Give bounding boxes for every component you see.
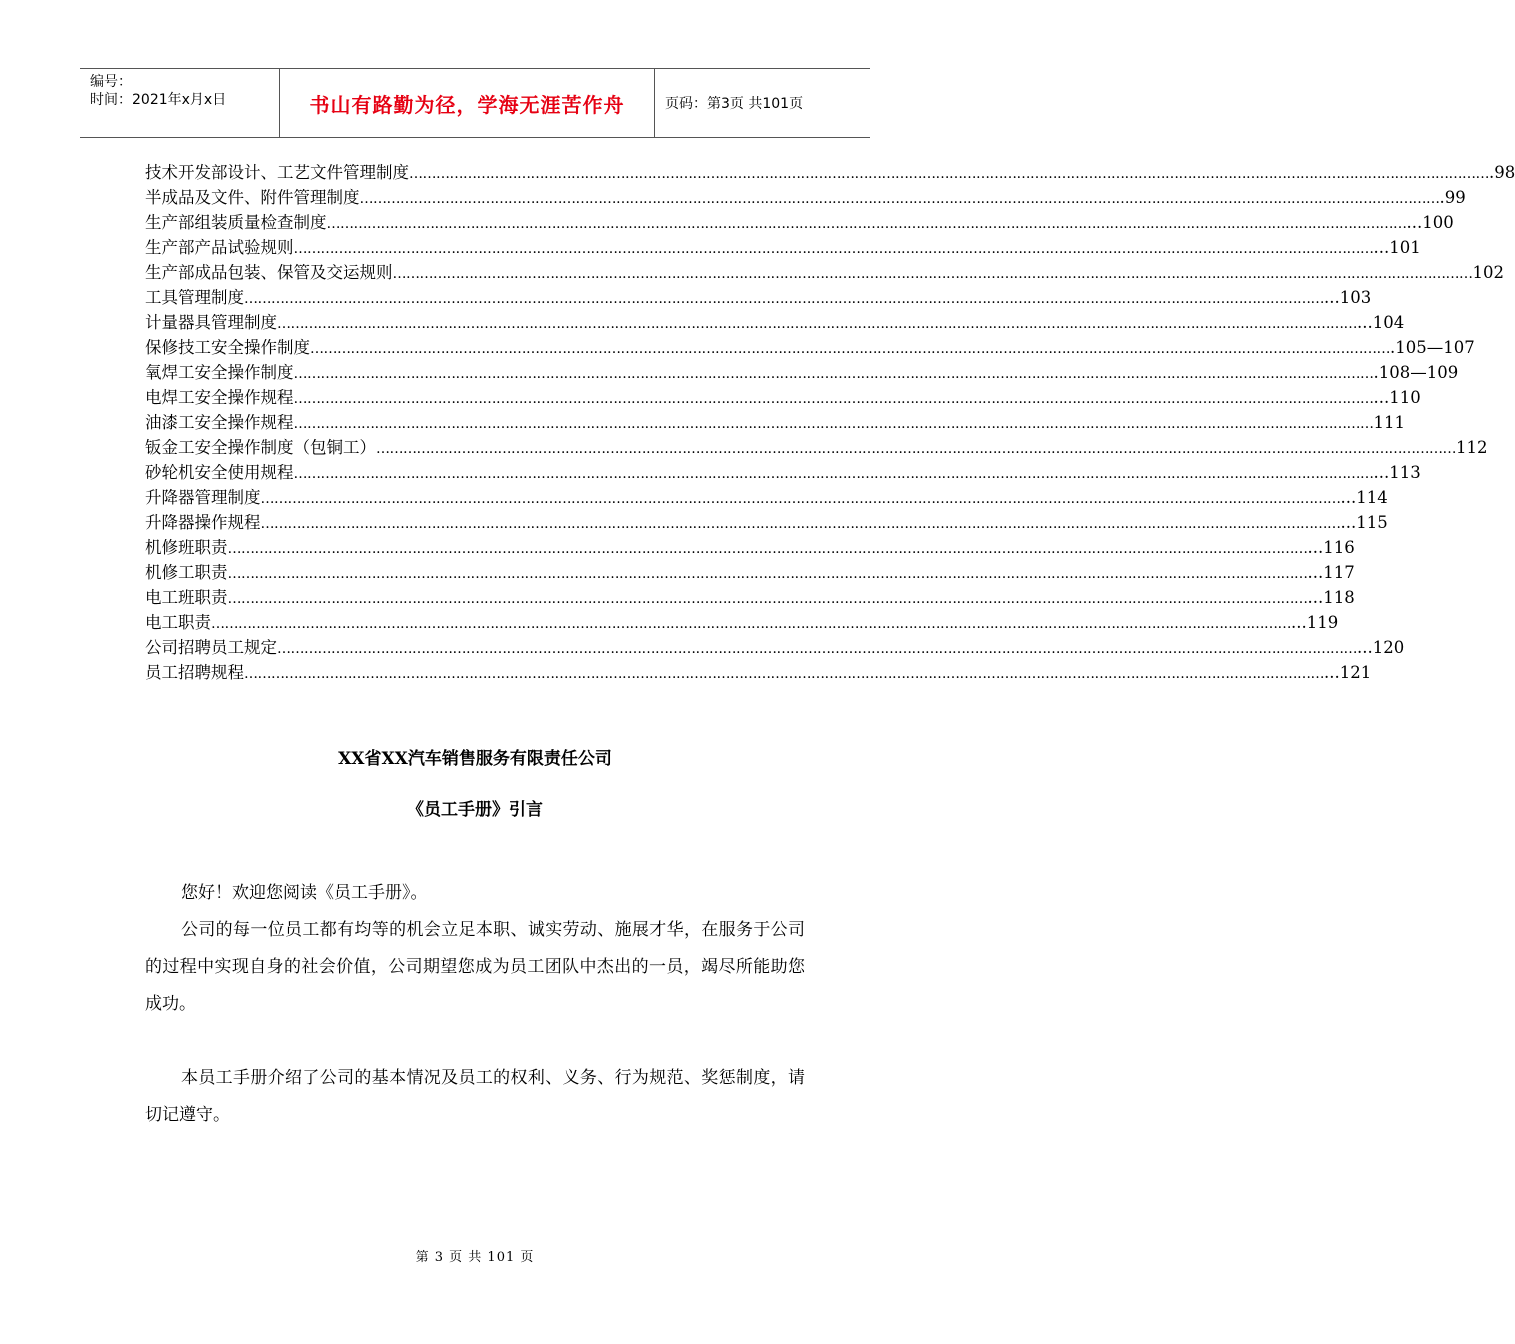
toc-entry-page: .108—109	[1373, 363, 1459, 382]
toc-entry	[145, 185, 1466, 210]
company-title: XX省XX汽车销售服务有限责任公司	[338, 749, 612, 769]
toc-entry-title: 油漆工安全操作规程	[145, 413, 294, 432]
toc-leader-dots: ……………………………………………………………………………………………………………………………………………………………………………………………………………………	[376, 441, 1456, 457]
toc-entry	[145, 435, 1488, 460]
toc-leader-dots: ……………………………………………………………………………………………………………………………………………………………………………………………………………………	[293, 416, 1374, 432]
toc-entry-title: 电焊工安全操作规程	[145, 388, 294, 407]
toc-entry-title: 保修技工安全操作制度	[145, 338, 310, 357]
toc-entry	[145, 635, 1405, 660]
toc-leader-dots: ……………………………………………………………………………………………………………………………………………………………………………………………………………………	[277, 641, 1357, 657]
toc-entry-page: ...116	[1307, 538, 1355, 557]
toc-entry-title: 技术开发部设计、工艺文件管理制度	[145, 163, 409, 182]
toc-leader-dots: ……………………………………………………………………………………………………………………………………………………………………………………………………………………	[359, 191, 1440, 207]
header-meta	[80, 69, 280, 137]
toc-entry-page: ...120	[1357, 638, 1405, 657]
toc-entry-page: 111	[1373, 413, 1405, 432]
toc-entry-page: .99	[1439, 188, 1466, 207]
toc-entry-title: 公司招聘员工规定	[145, 638, 277, 657]
page-footer: 第 3 页 共 101 页	[415, 1250, 535, 1265]
doc-number-label: 编号：	[90, 74, 132, 90]
toc-leader-dots: ……………………………………………………………………………………………………………………………………………………………………………………………………………………	[227, 541, 1308, 557]
toc-entry	[145, 610, 1339, 635]
toc-leader-dots: ……………………………………………………………………………………………………………………………………………………………………………………………………………………	[211, 616, 1291, 632]
toc-entry-page: ...119	[1291, 613, 1339, 632]
toc-entry-page: ...114	[1340, 488, 1388, 507]
handbook-title: 《员工手册》引言	[407, 800, 543, 820]
toc-leader-dots: ……………………………………………………………………………………………………………………………………………………………………………………………………………………	[326, 216, 1407, 232]
doc-date-label: 时间：2021年x月x日	[90, 92, 227, 108]
toc-entry-title: 半成品及文件、附件管理制度	[145, 188, 360, 207]
toc-entry	[145, 410, 1405, 435]
toc-entry	[145, 385, 1421, 410]
toc-entry-page: ...110	[1373, 388, 1421, 407]
toc-entry-page: ...103	[1324, 288, 1372, 307]
toc-entry	[145, 260, 1504, 285]
toc-leader-dots: ……………………………………………………………………………………………………………………………………………………………………………………………………………………	[293, 241, 1374, 257]
toc-entry-title: 电工班职责	[145, 588, 228, 607]
toc-leader-dots: ……………………………………………………………………………………………………………………………………………………………………………………………………………………	[260, 516, 1341, 532]
toc-entry-page: ...104	[1357, 313, 1405, 332]
toc-entry-title: 砂轮机安全使用规程	[145, 463, 294, 482]
toc-leader-dots: ……………………………………………………………………………………………………………………………………………………………………………………………………………………	[293, 466, 1374, 482]
toc-leader-dots: ……………………………………………………………………………………………………………………………………………………………………………………………………………………	[244, 666, 1324, 682]
paragraph-handbook-intro: 本员工手册介绍了公司的基本情况及员工的权利、义务、行为规范、奖惩制度，请切记遵守。	[145, 1068, 805, 1125]
toc-entry-title: 计量器具管理制度	[145, 313, 277, 332]
header-motto-cell	[280, 69, 655, 137]
toc-entry	[145, 585, 1355, 610]
toc-entry	[145, 235, 1421, 260]
toc-entry	[145, 310, 1405, 335]
toc-leader-dots: ……………………………………………………………………………………………………………………………………………………………………………………………………………………	[293, 366, 1374, 382]
toc-entry-page: ...118	[1307, 588, 1355, 607]
toc-entry-title: 员工招聘规程	[145, 663, 244, 682]
toc-leader-dots: ……………………………………………………………………………………………………………………………………………………………………………………………………………………	[227, 566, 1308, 582]
toc-entry-page: .98	[1489, 163, 1515, 182]
toc-entry-title: 氧焊工安全操作制度	[145, 363, 294, 382]
toc-entry-page: .105—107	[1390, 338, 1475, 357]
toc-entry-page: ...117	[1307, 563, 1355, 582]
toc-entry	[145, 210, 1454, 235]
toc-entry-page: 112	[1456, 438, 1488, 457]
toc-leader-dots: ……………………………………………………………………………………………………………………………………………………………………………………………………………………	[293, 391, 1374, 407]
toc-entry-title: 生产部产品试验规则	[145, 238, 294, 257]
toc-entry	[145, 510, 1388, 535]
toc-entry-title: 电工职责	[145, 613, 211, 632]
table-of-contents	[145, 160, 1515, 685]
toc-leader-dots: ……………………………………………………………………………………………………………………………………………………………………………………………………………………	[227, 591, 1308, 607]
toc-entry	[145, 660, 1372, 685]
toc-leader-dots: ……………………………………………………………………………………………………………………………………………………………………………………………………………………	[310, 341, 1390, 357]
toc-entry-title: 机修工职责	[145, 563, 228, 582]
toc-leader-dots: ……………………………………………………………………………………………………………………………………………………………………………………………………………………	[277, 316, 1357, 332]
toc-entry	[145, 560, 1355, 585]
toc-entry-title: 升降器管理制度	[145, 488, 261, 507]
toc-entry-page: ...115	[1340, 513, 1388, 532]
toc-entry	[145, 535, 1355, 560]
toc-leader-dots: ……………………………………………………………………………………………………………………………………………………………………………………………………………………	[244, 291, 1324, 307]
toc-entry	[145, 285, 1372, 310]
toc-entry-title: 生产部成品包装、保管及交运规则	[145, 263, 393, 282]
toc-entry-title: 机修班职责	[145, 538, 228, 557]
toc-entry-page: ...113	[1373, 463, 1421, 482]
toc-leader-dots: ……………………………………………………………………………………………………………………………………………………………………………………………………………………	[409, 166, 1489, 182]
toc-entry-title: 升降器操作规程	[145, 513, 261, 532]
toc-entry-title: 生产部组装质量检查制度	[145, 213, 327, 232]
toc-leader-dots: ……………………………………………………………………………………………………………………………………………………………………………………………………………………	[260, 491, 1341, 507]
header-page-info: 页码：第3页 共101页	[665, 96, 804, 112]
paragraph-opportunity: 公司的每一位员工都有均等的机会立足本职、诚实劳动、施展才华，在服务于公司的过程中实现自身的社会价值，公司期望您成为员工团队中杰出的一员，竭尽所能助您成功。	[145, 920, 805, 1014]
toc-entry-page: 102	[1472, 263, 1504, 282]
toc-entry	[145, 360, 1459, 385]
toc-entry	[145, 485, 1388, 510]
toc-entry	[145, 335, 1475, 360]
toc-entry	[145, 160, 1515, 185]
toc-entry-page: ...100	[1406, 213, 1454, 232]
toc-leader-dots: ……………………………………………………………………………………………………………………………………………………………………………………………………………………	[392, 266, 1473, 282]
toc-entry-title: 工具管理制度	[145, 288, 244, 307]
page-header	[80, 68, 870, 138]
header-motto: 书山有路勤为径，学海无涯苦作舟	[309, 92, 625, 117]
toc-entry-title: 钣金工安全操作制度（包铜工）	[145, 438, 376, 457]
toc-entry	[145, 460, 1421, 485]
toc-entry-page: ...121	[1324, 663, 1372, 682]
toc-entry-page: ...101	[1373, 238, 1421, 257]
paragraph-greeting: 您好！欢迎您阅读《员工手册》。	[181, 883, 428, 903]
